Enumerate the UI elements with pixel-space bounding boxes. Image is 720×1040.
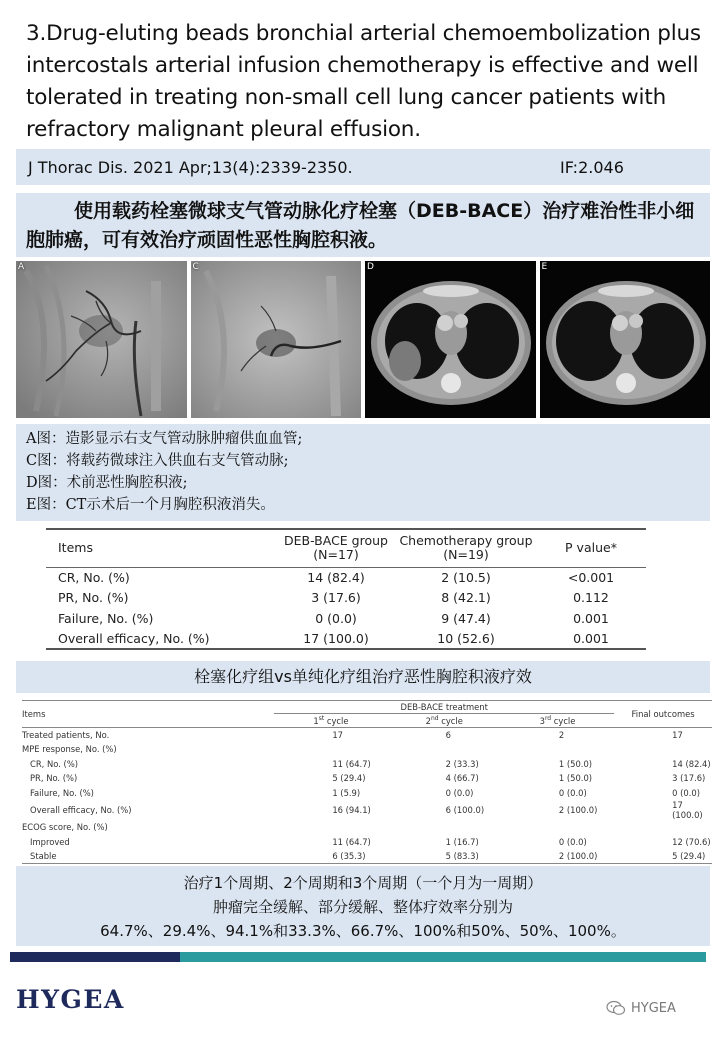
table-cell: 3 (17.6) (672, 773, 706, 784)
conclusion-line-1: 治疗1个周期、2个周期和3个周期（一个月为一周期） (183, 874, 543, 892)
table-cell: 5 (29.4) (332, 773, 366, 784)
angiography-panel-c (191, 261, 362, 418)
table-row-label: Overall efficacy, No. (%) (30, 805, 132, 815)
panel-label-c: C (192, 262, 199, 272)
ct-panel-e (540, 261, 711, 418)
table-row (46, 588, 646, 609)
table-cell: 1 (5.9) (332, 787, 361, 798)
table-cell: 1 (50.0) (558, 773, 593, 784)
caption-c: C图：将载药微球注入供血右支气管动脉; (26, 453, 289, 469)
table-row (22, 800, 712, 820)
panel-label-a: A (18, 262, 25, 272)
table2-header-cycle-3: 3rd cycle (501, 714, 614, 728)
table-row (46, 567, 646, 588)
caption-a: A图：造影显示右支气管动脉肿瘤供血血管; (26, 431, 303, 447)
table2-header-cycle-1: 1st cycle (274, 714, 387, 728)
table1-header-items: Items (46, 529, 276, 567)
table-cell: 0 (0.0) (445, 787, 474, 798)
table-cell: 2 (33.3) (445, 758, 479, 769)
conclusion-box (16, 866, 710, 946)
table-cell: Failure, No. (%) (58, 610, 154, 626)
table1-header-deb: DEB-BACE group (N=17) (276, 529, 396, 567)
table-row-label: CR, No. (%) (30, 758, 79, 769)
table-row (22, 849, 712, 864)
panel-label-e: E (541, 262, 548, 272)
wechat-watermark (606, 1000, 676, 1016)
table-cell: 14 (82.4) (307, 570, 365, 585)
table-cell: 16 (94.1) (332, 805, 371, 815)
table-cell: 2 (558, 730, 565, 740)
hygea-logo: HYGEA (16, 985, 125, 1014)
table2-header-cycle-2: 2nd cycle (388, 714, 501, 728)
table-cell (614, 820, 712, 835)
article-title: 3.Drug-eluting beads bronchial arterial chemoembolization plus intercostals arterial infusion chemotherapy is effective and well tolerated in treating non-small cell lung cancer patients with refractory malignant pleural effusion. (26, 21, 701, 142)
table1-header-chemo: Chemotherapy group (N=19) (396, 529, 536, 567)
watermark-text: HYGEA (631, 1000, 676, 1016)
table-row (22, 728, 712, 743)
table2-header-group: DEB-BACE treatment (274, 701, 614, 714)
table1-header-pvalue: P value* (536, 529, 646, 567)
table-cell: 4 (66.7) (445, 773, 479, 784)
table-cell: 0 (0.0) (315, 610, 357, 626)
table-cell: 6 (100.0) (445, 805, 485, 815)
footer-bar-teal (180, 952, 706, 962)
table-cell: 17 (332, 730, 343, 740)
chinese-summary: 使用载药栓塞微球支气管动脉化疗栓塞（DEB-BACE）治疗难治性非小细胞肺癌，可有效治疗顽固性恶性胸腔积液。 (16, 193, 710, 257)
table-cell: 17 (100.0) (672, 800, 703, 820)
figure-captions (16, 424, 710, 521)
table-cell: 8 (42.1) (441, 590, 491, 606)
impact-factor: IF:2.046 (560, 157, 624, 177)
caption-e: E图：CT示术后一个月胸腔积液消失。 (26, 497, 275, 513)
table-cell: 11 (64.7) (332, 758, 371, 769)
table-cell: 2 (10.5) (441, 570, 491, 585)
figure-images (16, 261, 710, 418)
table-row-label: MPE response, No. (%) (22, 744, 117, 755)
table-cell: 11 (64.7) (332, 836, 371, 847)
table-row (22, 742, 712, 757)
table-cell: 10 (52.6) (396, 629, 536, 650)
efficacy-comparison-table (46, 528, 646, 650)
table-cell: 14 (82.4) (672, 758, 711, 769)
ct-panel-d (365, 261, 536, 418)
ct-scan-image-d (365, 261, 536, 418)
table-row-label: Stable (22, 849, 274, 864)
table-row-label: Treated patients, No. (22, 730, 110, 740)
angiogram-image-c (191, 261, 362, 418)
table-row (46, 608, 646, 629)
table-cell: 2 (100.0) (501, 849, 614, 864)
table-cell: 3 (17.6) (311, 590, 361, 606)
table-row-label: Failure, No. (%) (30, 787, 94, 798)
table-row-label: PR, No. (%) (30, 773, 78, 784)
table-cell: 5 (83.3) (388, 849, 501, 864)
table-cell: CR, No. (%) (58, 570, 130, 585)
table-cell: 5 (29.4) (614, 849, 712, 864)
footer-bar-navy (10, 952, 180, 962)
table-cell: 0.001 (573, 610, 609, 626)
table-cell: 17 (100.0) (276, 629, 396, 650)
table-cell (274, 742, 387, 757)
angiogram-image-a (16, 261, 187, 418)
table-cell: Overall efficacy, No. (%) (46, 629, 276, 650)
table-cell: 6 (445, 730, 451, 740)
table-cell: 0 (0.0) (558, 836, 587, 847)
table-cell (501, 820, 614, 835)
caption-d: D图：术前恶性胸腔积液; (26, 475, 188, 491)
table-row (22, 835, 712, 850)
table-cell: 2 (100.0) (558, 805, 598, 815)
conclusion-line-2: 肿瘤完全缓解、部分缓解、整体疗效率分别为 (212, 898, 513, 916)
table-cell: 1 (50.0) (558, 758, 593, 769)
angiography-panel-a (16, 261, 187, 418)
table-cell: 9 (47.4) (441, 610, 491, 626)
wechat-icon (606, 1000, 626, 1016)
table-row (22, 771, 712, 786)
table-cell (614, 742, 712, 757)
table-cell: 0 (0.0) (558, 787, 587, 798)
table-cell (388, 820, 501, 835)
table1-caption: 栓塞化疗组vs单纯化疗组治疗恶性胸腔积液疗效 (16, 661, 710, 693)
ct-scan-image-e (540, 261, 711, 418)
table-cell (388, 742, 501, 757)
table2-header-final: Final outcomes (614, 701, 712, 728)
table-row (46, 629, 646, 650)
table-cell: 0.001 (536, 629, 646, 650)
table2-header-items: Items (22, 701, 274, 728)
table-cell: <0.001 (567, 570, 615, 585)
conclusion-line-3: 64.7%、29.4%、94.1%和33.3%、66.7%、100%和50%、50%、100%。 (100, 922, 626, 940)
table-cell: 1 (16.7) (445, 836, 479, 847)
cycle-outcomes-table (22, 700, 712, 864)
table-row (22, 786, 712, 801)
table2-body (22, 728, 712, 864)
journal-citation: J Thorac Dis. 2021 Apr;13(4):2339-2350. (28, 157, 353, 177)
table-cell (274, 820, 387, 835)
table-cell: 12 (70.6) (672, 836, 711, 847)
table-cell: PR, No. (%) (58, 590, 129, 606)
table-cell (501, 742, 614, 757)
table-cell: 6 (35.3) (274, 849, 387, 864)
citation-bar (16, 149, 710, 185)
table-cell: 0.112 (573, 590, 609, 606)
table-row (22, 820, 712, 835)
table-row-label: ECOG score, No. (%) (22, 822, 108, 833)
table-row-label: Improved (30, 836, 70, 847)
table-row (22, 757, 712, 772)
table-cell: 0 (0.0) (672, 787, 701, 798)
panel-label-d: D (367, 262, 374, 272)
table-cell: 17 (672, 730, 683, 740)
